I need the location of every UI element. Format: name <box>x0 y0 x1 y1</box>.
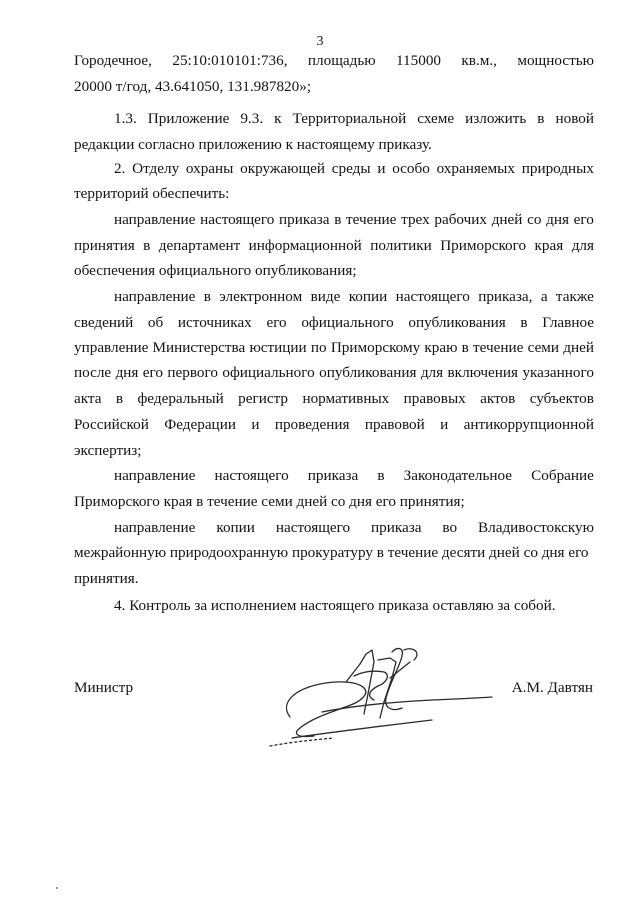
word: политики <box>370 237 432 254</box>
line-5 <box>114 160 594 178</box>
word: к <box>274 110 282 127</box>
word: схеме <box>417 110 455 127</box>
word: юстиции <box>249 339 307 356</box>
word: после <box>74 364 112 381</box>
page-number: 3 <box>316 34 324 49</box>
line-19 <box>114 519 594 537</box>
line-16: экспертиз; <box>74 442 142 459</box>
word: по <box>310 339 327 356</box>
word: приказа <box>371 519 422 536</box>
scan-speck <box>56 887 58 889</box>
word: края <box>534 237 564 254</box>
word: охраняемых <box>436 160 515 177</box>
word: приказа <box>279 211 330 228</box>
word: об <box>147 314 164 331</box>
word: в <box>461 339 469 356</box>
word: антикоррупционной <box>463 416 594 433</box>
word: управление <box>74 339 149 356</box>
word: мощностью <box>517 52 594 69</box>
word: Законодательное <box>403 467 513 484</box>
word: копии <box>216 519 255 536</box>
word: во <box>442 519 458 536</box>
word: департамент <box>158 237 241 254</box>
word: нормативных <box>302 390 390 407</box>
word: Министерства <box>152 339 246 356</box>
word: Приложение <box>147 110 230 127</box>
word: также <box>555 288 594 305</box>
word: изложить <box>465 110 527 127</box>
line-9: обеспечения официального опубликования; <box>74 262 357 279</box>
word: в <box>115 390 124 407</box>
word: виде <box>310 288 341 305</box>
word: для <box>571 237 594 254</box>
word: трех <box>401 211 430 228</box>
word: включения <box>447 364 519 381</box>
word: 1.3. <box>114 110 137 127</box>
word: Главное <box>542 314 594 331</box>
word: источниках <box>177 314 252 331</box>
line-2: 20000 т/год, 43.641050, 131.987820»; <box>74 78 312 95</box>
word: 2. <box>114 160 126 177</box>
line-4: редакции согласно приложению к настоящему приказу. <box>74 136 432 153</box>
line-3 <box>114 110 594 128</box>
word: Собрание <box>531 467 594 484</box>
word: течение <box>346 211 397 228</box>
word: приказа, <box>478 288 533 305</box>
word: новой <box>555 110 594 127</box>
word: а <box>540 288 548 305</box>
word: и <box>377 160 386 177</box>
word: проведения <box>274 416 350 433</box>
word: течение <box>473 339 524 356</box>
word: указанного <box>522 364 594 381</box>
line-11 <box>74 314 594 332</box>
word: опубликования <box>319 364 417 381</box>
word: 115000 <box>396 52 442 69</box>
word: кв.м., <box>461 52 497 69</box>
word: его <box>266 314 287 331</box>
word: природных <box>521 160 594 177</box>
line-10 <box>114 288 594 306</box>
signatory-name: А.М. Давтян <box>511 679 593 696</box>
line-20: межрайонную природоохранную прокуратуру в течение десяти дней со дня его <box>74 544 589 561</box>
word: его <box>142 364 163 381</box>
word: информационной <box>248 237 362 254</box>
word: правовой <box>364 416 425 433</box>
word: сведений <box>74 314 134 331</box>
word: его <box>573 211 594 228</box>
word: Российской <box>74 416 149 433</box>
line-22: 4. Контроль за исполнением настоящего приказа оставляю за собой. <box>114 597 556 614</box>
line-18: Приморского края в течение семи дней со дня его принятия; <box>74 493 465 510</box>
word: настоящего <box>200 211 275 228</box>
line-8 <box>74 237 594 255</box>
word: со <box>527 211 542 228</box>
word: 25:10:010101:736, <box>172 52 288 69</box>
word: охраны <box>185 160 234 177</box>
word: регистр <box>238 390 289 407</box>
word: и <box>440 416 449 433</box>
word: в <box>520 314 528 331</box>
word: дня <box>546 211 569 228</box>
word: Приморского <box>440 237 527 254</box>
word: Отделу <box>132 160 180 177</box>
word: в <box>334 211 342 228</box>
line-7 <box>114 211 594 229</box>
signatory-title: Министр <box>74 679 134 696</box>
line-12 <box>74 339 594 357</box>
word: направление <box>114 288 196 305</box>
word: субъектов <box>529 390 594 407</box>
word: электронном <box>219 288 303 305</box>
word: дней <box>491 211 523 228</box>
line-1 <box>74 52 594 70</box>
word: настоящего <box>395 288 470 305</box>
word: официального <box>301 314 394 331</box>
word: копии <box>348 288 388 305</box>
word: семи <box>527 339 560 356</box>
word: настоящего <box>275 519 351 536</box>
word: Городечное, <box>74 52 152 69</box>
word: актов <box>480 390 516 407</box>
line-21: принятия. <box>74 570 139 587</box>
word: Федерации <box>164 416 236 433</box>
word: Территориальной <box>292 110 407 127</box>
word: в <box>377 467 385 484</box>
word: дня <box>115 364 139 381</box>
word: направление <box>114 519 196 536</box>
word: дней <box>563 339 594 356</box>
word: акта <box>74 390 102 407</box>
word: опубликования <box>408 314 506 331</box>
word: Приморскому <box>330 339 421 356</box>
word: 9.3. <box>240 110 264 127</box>
word: в <box>203 288 211 305</box>
word: приказа <box>307 467 359 484</box>
line-15 <box>74 416 594 434</box>
word: особо <box>392 160 430 177</box>
line-14 <box>74 390 594 408</box>
word: краю <box>424 339 458 356</box>
line-17 <box>114 467 594 485</box>
word: в <box>537 110 545 127</box>
word: для <box>420 364 444 381</box>
word: направление <box>114 211 196 228</box>
word: правовых <box>403 390 466 407</box>
word: направление <box>114 467 196 484</box>
word: принятия <box>74 237 135 254</box>
word: рабочих <box>434 211 487 228</box>
word: окружающей <box>240 160 326 177</box>
line-13 <box>74 364 594 382</box>
word: официального <box>222 364 315 381</box>
line-6: территорий обеспечить: <box>74 185 230 202</box>
word: первого <box>167 364 218 381</box>
word: среды <box>331 160 371 177</box>
word: федеральный <box>137 390 224 407</box>
word: настоящего <box>214 467 289 484</box>
word: площадью <box>307 52 376 69</box>
word: Владивостокскую <box>478 519 594 536</box>
handwritten-signature <box>262 642 502 752</box>
word: в <box>143 237 151 254</box>
word: и <box>251 416 260 433</box>
